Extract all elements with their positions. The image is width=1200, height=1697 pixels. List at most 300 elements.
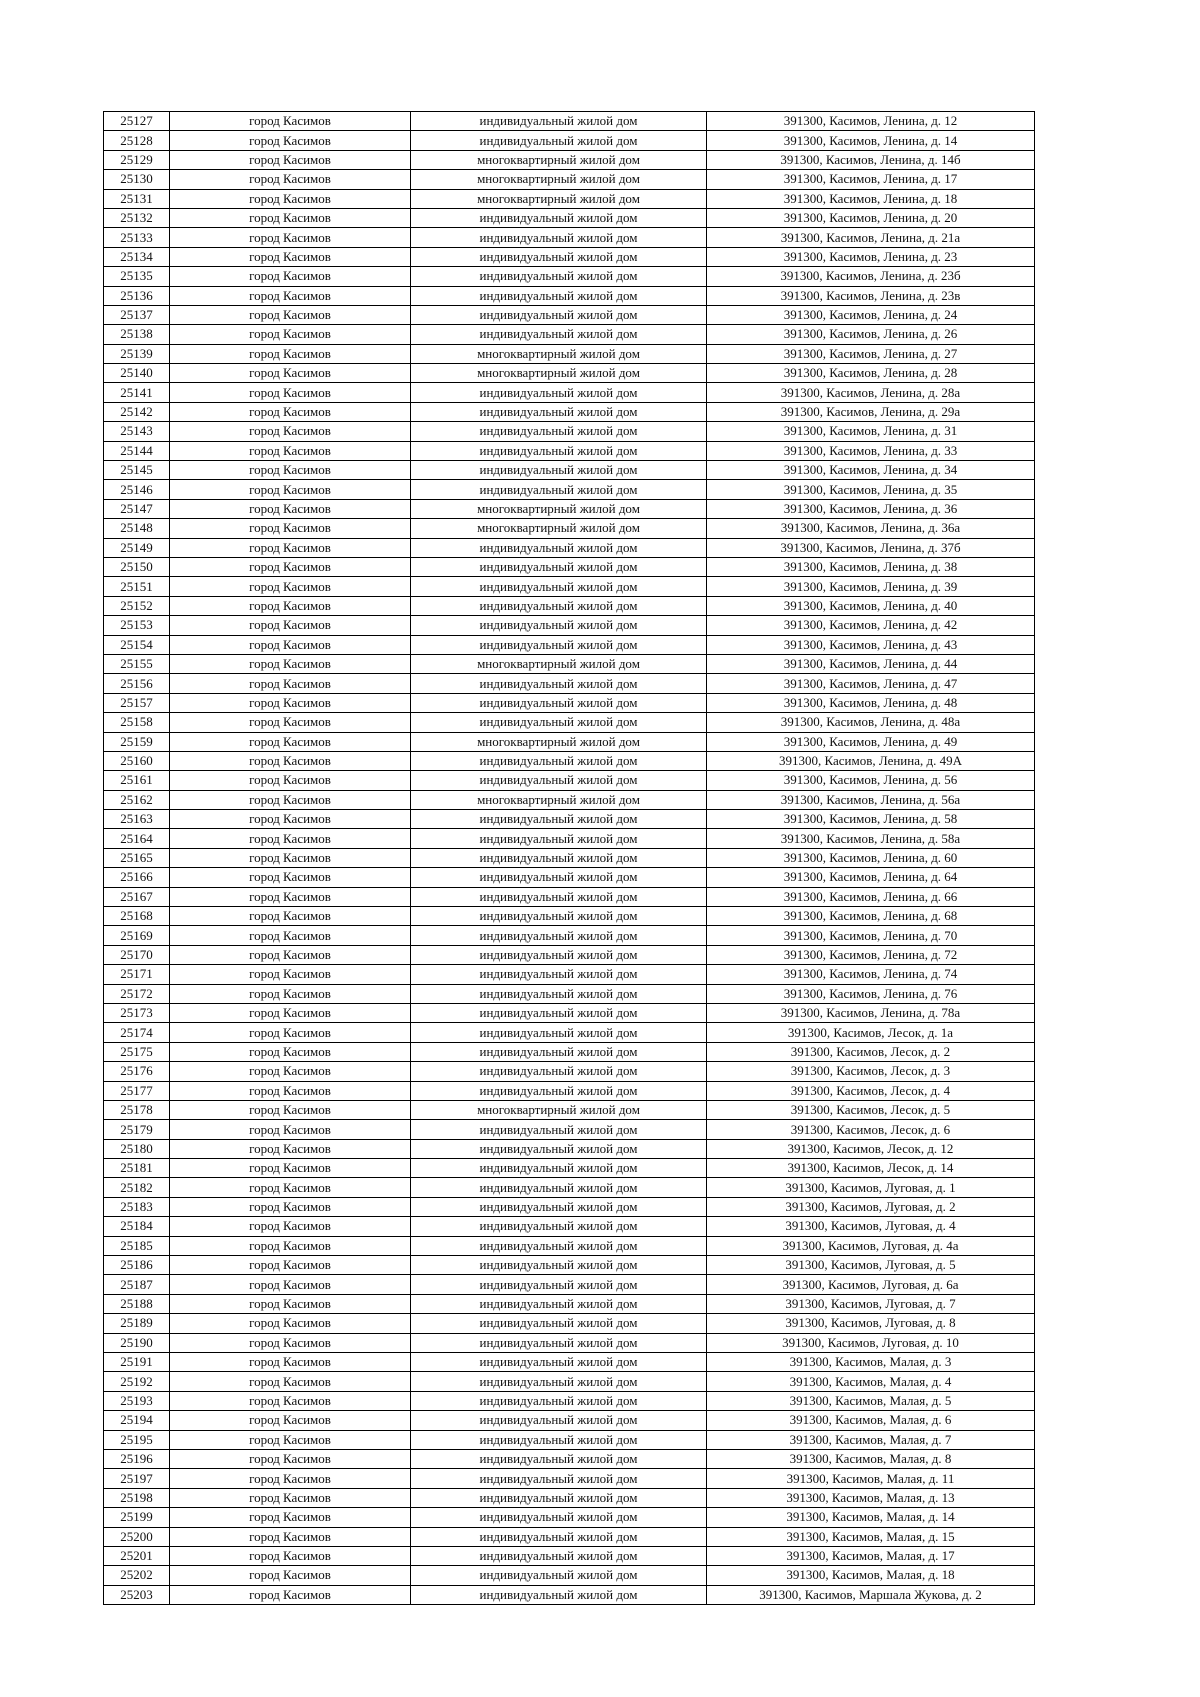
building-type-cell: индивидуальный жилой дом (411, 1256, 707, 1275)
settlement-cell: город Касимов (170, 480, 411, 499)
table-row (104, 713, 1035, 732)
record-number-cell: 25171 (104, 965, 170, 984)
table-row (104, 1430, 1035, 1449)
table-row (104, 1585, 1035, 1604)
record-number-cell: 25140 (104, 364, 170, 383)
settlement-cell: город Касимов (170, 557, 411, 576)
building-type-cell: многоквартирный жилой дом (411, 1100, 707, 1119)
settlement-cell: город Касимов (170, 945, 411, 964)
settlement-cell: город Касимов (170, 1353, 411, 1372)
record-number-cell: 25175 (104, 1042, 170, 1061)
table-row (104, 868, 1035, 887)
address-cell: 391300, Касимов, Ленина, д. 64 (707, 868, 1035, 887)
address-cell: 391300, Касимов, Луговая, д. 4 (707, 1217, 1035, 1236)
table-row (104, 790, 1035, 809)
settlement-cell: город Касимов (170, 577, 411, 596)
building-type-cell: индивидуальный жилой дом (411, 1527, 707, 1546)
building-type-cell: многоквартирный жилой дом (411, 519, 707, 538)
building-type-cell: индивидуальный жилой дом (411, 926, 707, 945)
building-type-cell: индивидуальный жилой дом (411, 1217, 707, 1236)
building-type-cell: индивидуальный жилой дом (411, 848, 707, 867)
building-type-cell: индивидуальный жилой дом (411, 1546, 707, 1565)
address-cell: 391300, Касимов, Ленина, д. 12 (707, 112, 1035, 131)
building-type-cell: многоквартирный жилой дом (411, 170, 707, 189)
address-cell: 391300, Касимов, Малая, д. 18 (707, 1566, 1035, 1585)
record-number-cell: 25160 (104, 751, 170, 770)
table-row (104, 1508, 1035, 1527)
building-type-cell: многоквартирный жилой дом (411, 790, 707, 809)
address-cell: 391300, Касимов, Ленина, д. 56а (707, 790, 1035, 809)
table-row (104, 1527, 1035, 1546)
address-cell: 391300, Касимов, Ленина, д. 47 (707, 674, 1035, 693)
settlement-cell: город Касимов (170, 461, 411, 480)
record-number-cell: 25189 (104, 1314, 170, 1333)
building-type-cell: индивидуальный жилой дом (411, 1314, 707, 1333)
address-cell: 391300, Касимов, Лесок, д. 14 (707, 1159, 1035, 1178)
table-row (104, 441, 1035, 460)
settlement-cell: город Касимов (170, 344, 411, 363)
settlement-cell: город Касимов (170, 1527, 411, 1546)
table-row (104, 1159, 1035, 1178)
table-row (104, 732, 1035, 751)
table-row (104, 557, 1035, 576)
building-type-cell: многоквартирный жилой дом (411, 344, 707, 363)
address-cell: 391300, Касимов, Малая, д. 11 (707, 1469, 1035, 1488)
building-type-cell: индивидуальный жилой дом (411, 1081, 707, 1100)
table-row (104, 693, 1035, 712)
settlement-cell: город Касимов (170, 228, 411, 247)
settlement-cell: город Касимов (170, 1120, 411, 1139)
building-type-cell: индивидуальный жилой дом (411, 596, 707, 615)
address-cell: 391300, Касимов, Ленина, д. 70 (707, 926, 1035, 945)
record-number-cell: 25147 (104, 499, 170, 518)
building-type-cell: индивидуальный жилой дом (411, 771, 707, 790)
settlement-cell: город Касимов (170, 1062, 411, 1081)
address-cell: 391300, Касимов, Ленина, д. 74 (707, 965, 1035, 984)
address-cell: 391300, Касимов, Ленина, д. 27 (707, 344, 1035, 363)
settlement-cell: город Касимов (170, 790, 411, 809)
record-number-cell: 25153 (104, 616, 170, 635)
address-cell: 391300, Касимов, Ленина, д. 37б (707, 538, 1035, 557)
table-row (104, 1139, 1035, 1158)
building-type-cell: индивидуальный жилой дом (411, 461, 707, 480)
record-number-cell: 25142 (104, 402, 170, 421)
settlement-cell: город Касимов (170, 1430, 411, 1449)
table-row (104, 1411, 1035, 1430)
address-cell: 391300, Касимов, Ленина, д. 34 (707, 461, 1035, 480)
building-type-cell: многоквартирный жилой дом (411, 732, 707, 751)
record-number-cell: 25174 (104, 1023, 170, 1042)
table-row (104, 325, 1035, 344)
address-cell: 391300, Касимов, Ленина, д. 76 (707, 984, 1035, 1003)
address-cell: 391300, Касимов, Луговая, д. 2 (707, 1197, 1035, 1216)
record-number-cell: 25198 (104, 1488, 170, 1507)
address-cell: 391300, Касимов, Ленина, д. 28а (707, 383, 1035, 402)
address-cell: 391300, Касимов, Лесок, д. 4 (707, 1081, 1035, 1100)
address-cell: 391300, Касимов, Ленина, д. 38 (707, 557, 1035, 576)
settlement-cell: город Касимов (170, 247, 411, 266)
address-cell: 391300, Касимов, Ленина, д. 60 (707, 848, 1035, 867)
building-type-cell: индивидуальный жилой дом (411, 247, 707, 266)
address-cell: 391300, Касимов, Малая, д. 15 (707, 1527, 1035, 1546)
record-number-cell: 25192 (104, 1372, 170, 1391)
table-row (104, 1469, 1035, 1488)
table-row (104, 848, 1035, 867)
table-row (104, 751, 1035, 770)
record-number-cell: 25157 (104, 693, 170, 712)
address-cell: 391300, Касимов, Луговая, д. 8 (707, 1314, 1035, 1333)
building-type-cell: индивидуальный жилой дом (411, 1159, 707, 1178)
address-cell: 391300, Касимов, Ленина, д. 56 (707, 771, 1035, 790)
settlement-cell: город Касимов (170, 848, 411, 867)
settlement-cell: город Касимов (170, 1449, 411, 1468)
settlement-cell: город Касимов (170, 383, 411, 402)
building-type-cell: индивидуальный жилой дом (411, 267, 707, 286)
record-number-cell: 25131 (104, 189, 170, 208)
record-number-cell: 25168 (104, 907, 170, 926)
address-cell: 391300, Касимов, Малая, д. 4 (707, 1372, 1035, 1391)
building-type-cell: многоквартирный жилой дом (411, 189, 707, 208)
building-type-cell: индивидуальный жилой дом (411, 557, 707, 576)
address-cell: 391300, Касимов, Ленина, д. 58а (707, 829, 1035, 848)
record-number-cell: 25167 (104, 887, 170, 906)
settlement-cell: город Касимов (170, 654, 411, 673)
settlement-cell: город Касимов (170, 364, 411, 383)
settlement-cell: город Касимов (170, 810, 411, 829)
settlement-cell: город Касимов (170, 1372, 411, 1391)
table-row (104, 247, 1035, 266)
settlement-cell: город Касимов (170, 771, 411, 790)
address-cell: 391300, Касимов, Ленина, д. 72 (707, 945, 1035, 964)
settlement-cell: город Касимов (170, 402, 411, 421)
building-type-cell: индивидуальный жилой дом (411, 325, 707, 344)
building-type-cell: индивидуальный жилой дом (411, 538, 707, 557)
building-type-cell: индивидуальный жилой дом (411, 208, 707, 227)
record-number-cell: 25151 (104, 577, 170, 596)
address-cell: 391300, Касимов, Лесок, д. 2 (707, 1042, 1035, 1061)
address-cell: 391300, Касимов, Малая, д. 7 (707, 1430, 1035, 1449)
address-cell: 391300, Касимов, Ленина, д. 66 (707, 887, 1035, 906)
settlement-cell: город Касимов (170, 965, 411, 984)
record-number-cell: 25149 (104, 538, 170, 557)
record-number-cell: 25158 (104, 713, 170, 732)
record-number-cell: 25177 (104, 1081, 170, 1100)
settlement-cell: город Касимов (170, 1469, 411, 1488)
table-row (104, 1217, 1035, 1236)
record-number-cell: 25127 (104, 112, 170, 131)
building-type-cell: индивидуальный жилой дом (411, 383, 707, 402)
address-cell: 391300, Касимов, Малая, д. 8 (707, 1449, 1035, 1468)
record-number-cell: 25191 (104, 1353, 170, 1372)
settlement-cell: город Касимов (170, 868, 411, 887)
table-row (104, 1449, 1035, 1468)
table-row (104, 984, 1035, 1003)
building-type-cell: индивидуальный жилой дом (411, 1275, 707, 1294)
table-row (104, 402, 1035, 421)
record-number-cell: 25194 (104, 1411, 170, 1430)
record-number-cell: 25159 (104, 732, 170, 751)
record-number-cell: 25133 (104, 228, 170, 247)
settlement-cell: город Касимов (170, 1197, 411, 1216)
address-cell: 391300, Касимов, Ленина, д. 23 (707, 247, 1035, 266)
address-cell: 391300, Касимов, Ленина, д. 14 (707, 131, 1035, 150)
table-row (104, 150, 1035, 169)
record-number-cell: 25132 (104, 208, 170, 227)
address-cell: 391300, Касимов, Ленина, д. 39 (707, 577, 1035, 596)
address-cell: 391300, Касимов, Ленина, д. 68 (707, 907, 1035, 926)
table-row (104, 616, 1035, 635)
table-row (104, 1333, 1035, 1352)
record-number-cell: 25183 (104, 1197, 170, 1216)
record-number-cell: 25190 (104, 1333, 170, 1352)
settlement-cell: город Касимов (170, 1333, 411, 1352)
building-type-cell: индивидуальный жилой дом (411, 751, 707, 770)
settlement-cell: город Касимов (170, 1236, 411, 1255)
building-type-cell: индивидуальный жилой дом (411, 1062, 707, 1081)
record-number-cell: 25193 (104, 1391, 170, 1410)
address-cell: 391300, Касимов, Ленина, д. 36 (707, 499, 1035, 518)
building-type-cell: индивидуальный жилой дом (411, 965, 707, 984)
settlement-cell: город Касимов (170, 1178, 411, 1197)
address-cell: 391300, Касимов, Ленина, д. 31 (707, 422, 1035, 441)
address-cell: 391300, Касимов, Ленина, д. 35 (707, 480, 1035, 499)
settlement-cell: город Касимов (170, 1411, 411, 1430)
table-row (104, 771, 1035, 790)
table-row (104, 383, 1035, 402)
record-number-cell: 25135 (104, 267, 170, 286)
building-type-cell: индивидуальный жилой дом (411, 945, 707, 964)
settlement-cell: город Касимов (170, 441, 411, 460)
settlement-cell: город Касимов (170, 286, 411, 305)
address-cell: 391300, Касимов, Ленина, д. 28 (707, 364, 1035, 383)
record-number-cell: 25169 (104, 926, 170, 945)
record-number-cell: 25172 (104, 984, 170, 1003)
building-type-cell: индивидуальный жилой дом (411, 422, 707, 441)
record-number-cell: 25145 (104, 461, 170, 480)
settlement-cell: город Касимов (170, 1100, 411, 1119)
table-row (104, 1391, 1035, 1410)
settlement-cell: город Касимов (170, 325, 411, 344)
building-type-cell: индивидуальный жилой дом (411, 907, 707, 926)
record-number-cell: 25176 (104, 1062, 170, 1081)
building-type-cell: индивидуальный жилой дом (411, 1197, 707, 1216)
building-type-cell: индивидуальный жилой дом (411, 1566, 707, 1585)
table-row (104, 1294, 1035, 1313)
table-row (104, 538, 1035, 557)
address-cell: 391300, Касимов, Малая, д. 13 (707, 1488, 1035, 1507)
address-cell: 391300, Касимов, Ленина, д. 48 (707, 693, 1035, 712)
address-cell: 391300, Касимов, Ленина, д. 14б (707, 150, 1035, 169)
record-number-cell: 25181 (104, 1159, 170, 1178)
table-row (104, 1314, 1035, 1333)
record-number-cell: 25150 (104, 557, 170, 576)
record-number-cell: 25180 (104, 1139, 170, 1158)
record-number-cell: 25185 (104, 1236, 170, 1255)
table-row (104, 112, 1035, 131)
building-type-cell: индивидуальный жилой дом (411, 1411, 707, 1430)
record-number-cell: 25130 (104, 170, 170, 189)
address-cell: 391300, Касимов, Ленина, д. 21а (707, 228, 1035, 247)
settlement-cell: город Касимов (170, 1256, 411, 1275)
settlement-cell: город Касимов (170, 1294, 411, 1313)
address-cell: 391300, Касимов, Ленина, д. 48а (707, 713, 1035, 732)
table-row (104, 907, 1035, 926)
address-cell: 391300, Касимов, Ленина, д. 23в (707, 286, 1035, 305)
building-type-cell: индивидуальный жилой дом (411, 984, 707, 1003)
building-type-cell: индивидуальный жилой дом (411, 693, 707, 712)
building-type-cell: индивидуальный жилой дом (411, 810, 707, 829)
building-type-cell: индивидуальный жилой дом (411, 868, 707, 887)
building-type-cell: индивидуальный жилой дом (411, 829, 707, 848)
record-number-cell: 25184 (104, 1217, 170, 1236)
table-row (104, 887, 1035, 906)
record-number-cell: 25186 (104, 1256, 170, 1275)
record-number-cell: 25137 (104, 305, 170, 324)
record-number-cell: 25141 (104, 383, 170, 402)
table-row (104, 1488, 1035, 1507)
record-number-cell: 25179 (104, 1120, 170, 1139)
table-row (104, 810, 1035, 829)
building-type-cell: индивидуальный жилой дом (411, 305, 707, 324)
settlement-cell: город Касимов (170, 1275, 411, 1294)
settlement-cell: город Касимов (170, 713, 411, 732)
settlement-cell: город Касимов (170, 150, 411, 169)
record-number-cell: 25187 (104, 1275, 170, 1294)
record-number-cell: 25161 (104, 771, 170, 790)
address-cell: 391300, Касимов, Ленина, д. 44 (707, 654, 1035, 673)
address-cell: 391300, Касимов, Малая, д. 3 (707, 1353, 1035, 1372)
table-row (104, 829, 1035, 848)
table-row (104, 1256, 1035, 1275)
table-row (104, 189, 1035, 208)
table-row (104, 305, 1035, 324)
settlement-cell: город Касимов (170, 635, 411, 654)
record-number-cell: 25155 (104, 654, 170, 673)
settlement-cell: город Касимов (170, 112, 411, 131)
settlement-cell: город Касимов (170, 1585, 411, 1604)
building-type-cell: индивидуальный жилой дом (411, 1372, 707, 1391)
building-type-cell: многоквартирный жилой дом (411, 364, 707, 383)
address-cell: 391300, Касимов, Малая, д. 17 (707, 1546, 1035, 1565)
building-type-cell: многоквартирный жилой дом (411, 654, 707, 673)
record-number-cell: 25144 (104, 441, 170, 460)
address-cell: 391300, Касимов, Ленина, д. 33 (707, 441, 1035, 460)
record-number-cell: 25134 (104, 247, 170, 266)
address-cell: 391300, Касимов, Лесок, д. 12 (707, 1139, 1035, 1158)
record-number-cell: 25162 (104, 790, 170, 809)
settlement-cell: город Касимов (170, 1314, 411, 1333)
settlement-cell: город Касимов (170, 1081, 411, 1100)
settlement-cell: город Касимов (170, 732, 411, 751)
address-cell: 391300, Касимов, Лесок, д. 1а (707, 1023, 1035, 1042)
record-number-cell: 25164 (104, 829, 170, 848)
settlement-cell: город Касимов (170, 926, 411, 945)
settlement-cell: город Касимов (170, 984, 411, 1003)
building-type-cell: индивидуальный жилой дом (411, 674, 707, 693)
building-type-cell: индивидуальный жилой дом (411, 1236, 707, 1255)
table-row (104, 131, 1035, 150)
building-type-cell: индивидуальный жилой дом (411, 1139, 707, 1158)
address-cell: 391300, Касимов, Ленина, д. 26 (707, 325, 1035, 344)
settlement-cell: город Касимов (170, 1217, 411, 1236)
building-type-cell: индивидуальный жилой дом (411, 1178, 707, 1197)
table-row (104, 519, 1035, 538)
address-cell: 391300, Касимов, Ленина, д. 36а (707, 519, 1035, 538)
address-cell: 391300, Касимов, Лесок, д. 5 (707, 1100, 1035, 1119)
table-row (104, 286, 1035, 305)
building-type-cell: индивидуальный жилой дом (411, 887, 707, 906)
record-number-cell: 25156 (104, 674, 170, 693)
building-type-cell: индивидуальный жилой дом (411, 1508, 707, 1527)
record-number-cell: 25128 (104, 131, 170, 150)
record-number-cell: 25136 (104, 286, 170, 305)
settlement-cell: город Касимов (170, 189, 411, 208)
record-number-cell: 25143 (104, 422, 170, 441)
table-row (104, 267, 1035, 286)
building-type-cell: индивидуальный жилой дом (411, 577, 707, 596)
settlement-cell: город Касимов (170, 829, 411, 848)
table-row (104, 965, 1035, 984)
settlement-cell: город Касимов (170, 1488, 411, 1507)
building-type-cell: многоквартирный жилой дом (411, 150, 707, 169)
record-number-cell: 25138 (104, 325, 170, 344)
record-number-cell: 25202 (104, 1566, 170, 1585)
table-row (104, 577, 1035, 596)
settlement-cell: город Касимов (170, 1391, 411, 1410)
table-row (104, 480, 1035, 499)
settlement-cell: город Касимов (170, 1139, 411, 1158)
table-row (104, 1081, 1035, 1100)
settlement-cell: город Касимов (170, 305, 411, 324)
address-cell: 391300, Касимов, Малая, д. 14 (707, 1508, 1035, 1527)
settlement-cell: город Касимов (170, 519, 411, 538)
building-type-cell: индивидуальный жилой дом (411, 1469, 707, 1488)
building-type-cell: индивидуальный жилой дом (411, 1353, 707, 1372)
record-number-cell: 25197 (104, 1469, 170, 1488)
address-cell: 391300, Касимов, Ленина, д. 43 (707, 635, 1035, 654)
table-row (104, 228, 1035, 247)
building-type-cell: индивидуальный жилой дом (411, 402, 707, 421)
settlement-cell: город Касимов (170, 596, 411, 615)
settlement-cell: город Касимов (170, 1566, 411, 1585)
settlement-cell: город Касимов (170, 616, 411, 635)
building-type-cell: индивидуальный жилой дом (411, 1585, 707, 1604)
table-row (104, 364, 1035, 383)
address-cell: 391300, Касимов, Ленина, д. 49А (707, 751, 1035, 770)
record-number-cell: 25154 (104, 635, 170, 654)
building-type-cell: индивидуальный жилой дом (411, 131, 707, 150)
address-cell: 391300, Касимов, Ленина, д. 20 (707, 208, 1035, 227)
address-cell: 391300, Касимов, Ленина, д. 18 (707, 189, 1035, 208)
record-number-cell: 25199 (104, 1508, 170, 1527)
building-type-cell: индивидуальный жилой дом (411, 1042, 707, 1061)
table-row (104, 1372, 1035, 1391)
address-cell: 391300, Касимов, Ленина, д. 78а (707, 1003, 1035, 1022)
building-type-cell: индивидуальный жилой дом (411, 1120, 707, 1139)
table-row (104, 461, 1035, 480)
address-cell: 391300, Касимов, Ленина, д. 24 (707, 305, 1035, 324)
building-type-cell: индивидуальный жилой дом (411, 228, 707, 247)
table-body (104, 112, 1035, 1605)
settlement-cell: город Касимов (170, 538, 411, 557)
settlement-cell: город Касимов (170, 907, 411, 926)
settlement-cell: город Касимов (170, 170, 411, 189)
building-type-cell: индивидуальный жилой дом (411, 1391, 707, 1410)
table-row (104, 208, 1035, 227)
address-cell: 391300, Касимов, Луговая, д. 5 (707, 1256, 1035, 1275)
table-row (104, 170, 1035, 189)
address-cell: 391300, Касимов, Луговая, д. 6а (707, 1275, 1035, 1294)
